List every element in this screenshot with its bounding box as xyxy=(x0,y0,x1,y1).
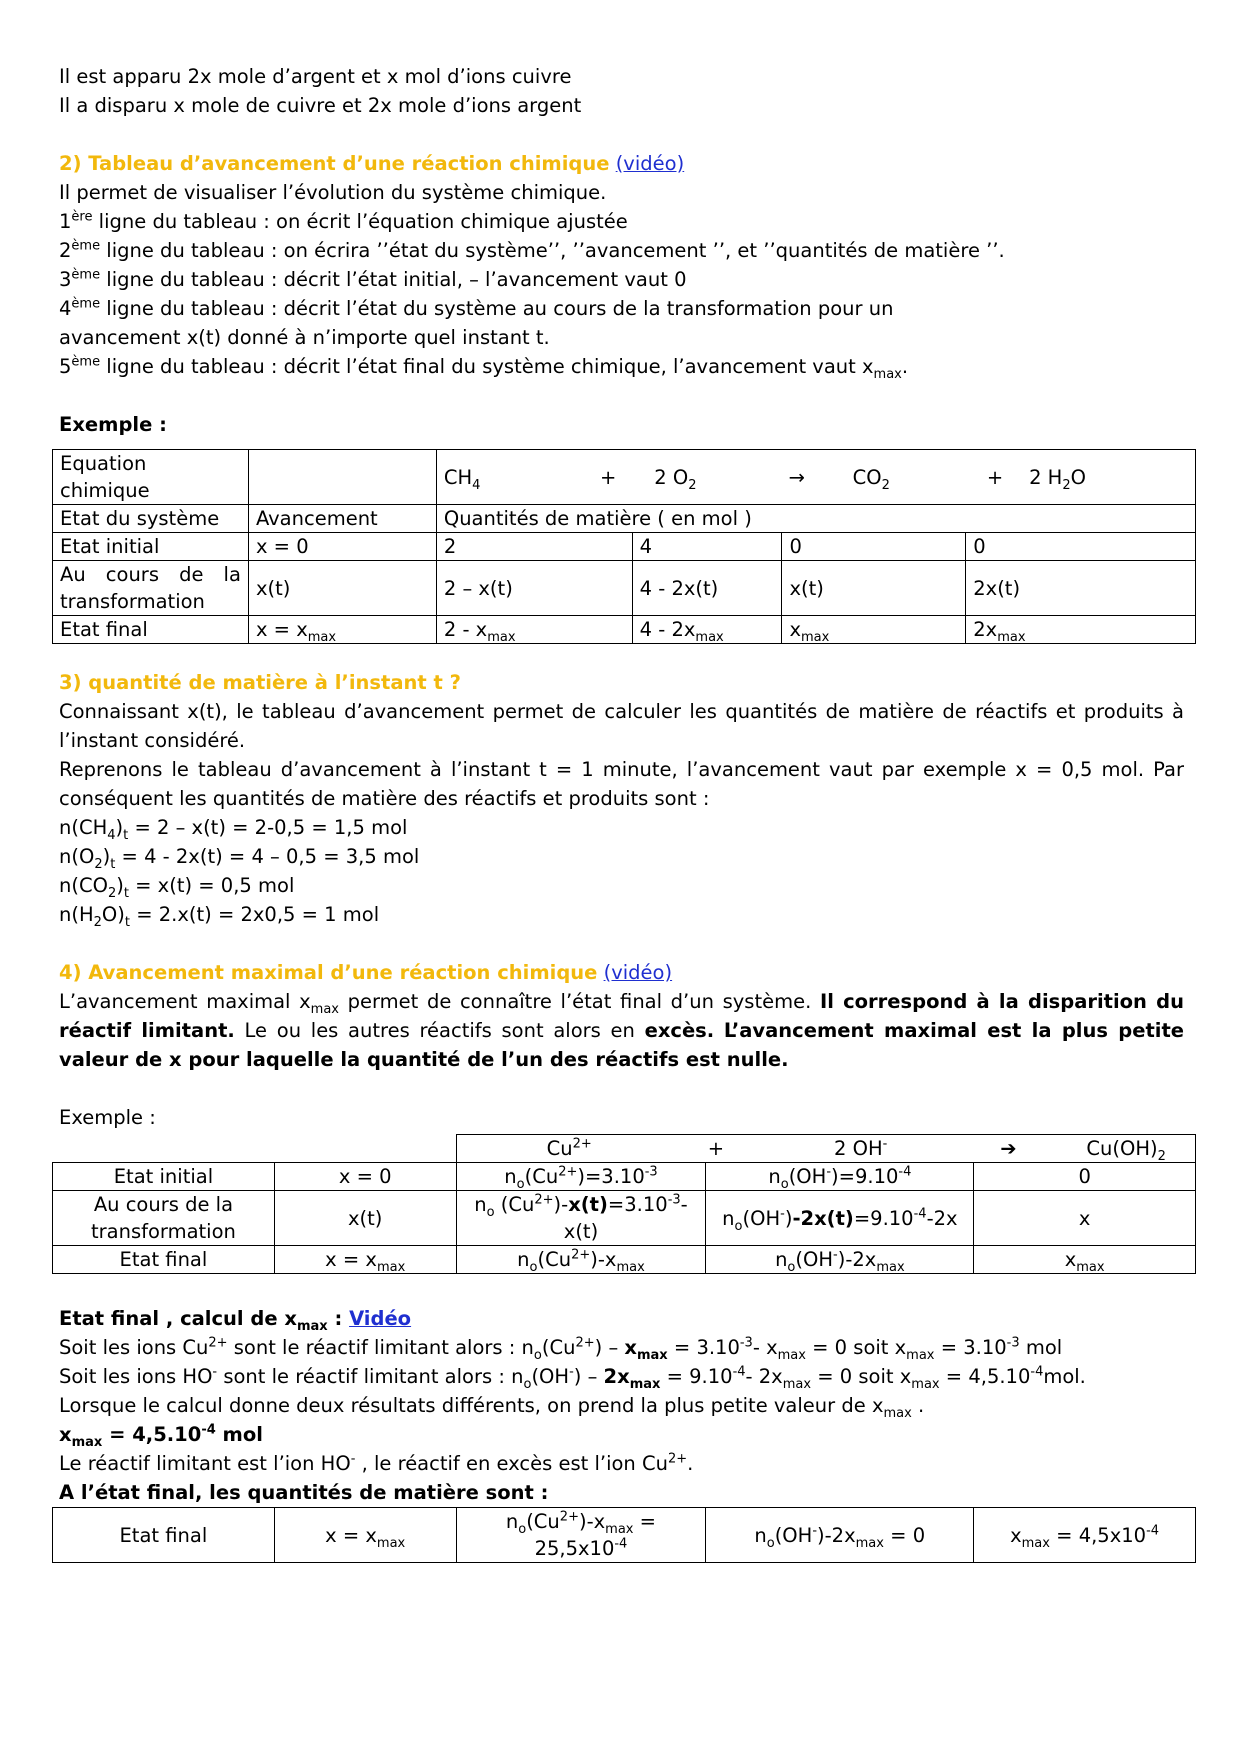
table-cell: $n_o(Cu^{2+})=3.10^{-3}$ xyxy=(456,1163,706,1191)
table-cell: Avancement xyxy=(248,505,436,533)
table-cell: $4 - 2x_{max}$ xyxy=(632,616,782,644)
table-cell: $n_o(OH^-)-2x_{max}$ xyxy=(706,1246,974,1274)
chemical-equation: $Cu^{2+} + 2$ OH- ➔ $Cu(OH)_2$ xyxy=(456,1135,1195,1163)
section-heading xyxy=(59,958,1184,987)
example-label: Exemple : xyxy=(59,1106,156,1129)
intro-line: Il est apparu 2x mole d’argent et x mol d’ions cuivre xyxy=(59,65,572,88)
table-cell xyxy=(53,1135,275,1163)
section-heading xyxy=(59,149,1184,178)
advancement-table-copper xyxy=(52,1134,1196,1274)
table-cell: 0 xyxy=(974,1163,1196,1191)
table-line-description: 5ème ligne du tableau : décrit l’état final du système chimique, l’avancement vaut $x_{max}$. xyxy=(59,354,909,382)
table-row xyxy=(53,450,1196,505)
table-cell: $2x_{max}$ xyxy=(966,616,1196,644)
table-row xyxy=(53,616,1196,644)
table-cell: 2 xyxy=(436,533,632,561)
chemical-equation: $CH_4 + 2$ $O_2 \to CO_2 + 2$ $H_2O$ xyxy=(436,450,1195,505)
table-cell: Au cours de la transformation xyxy=(53,1191,275,1246)
table-row xyxy=(53,1246,1196,1274)
table-cell: $n_o(OH^-)=9.10^{-4}$ xyxy=(706,1163,974,1191)
table-cell: Etat final xyxy=(53,1246,275,1274)
calculation-line: $n(O_2)_t = 4 - 2x(t) = 4 - 0,5 = 3,5$ mol xyxy=(59,845,420,872)
table-cell: $x = x_{max}$ xyxy=(274,1508,456,1563)
section-heading: Etat final , calcul de $x_{max}$ : Vidéo xyxy=(59,1307,412,1334)
table-line-description: 3ème ligne du tableau : décrit l’état initial, – l’avancement vaut 0 xyxy=(59,267,687,291)
table-cell: 0 xyxy=(782,533,966,561)
calculation-line: $n(H_2O)_t = 2.x(t) = 2x0,5 = 1$ mol xyxy=(59,903,380,930)
section-heading xyxy=(59,668,1184,697)
intro-line: Il a disparu x mole de cuivre et 2x mole d’ions argent xyxy=(59,94,582,117)
table-cell: x(t) xyxy=(782,561,966,616)
paragraph: Il permet de visualiser l’évolution du système chimique. xyxy=(59,181,607,204)
table-cell: Etat initial xyxy=(53,1163,275,1191)
table-cell: Au cours de la transformation xyxy=(53,561,249,616)
table-cell: $n_o(Cu^{2+})-x_{max}$ xyxy=(456,1246,706,1274)
video-link[interactable]: (vidéo) xyxy=(615,152,685,175)
calculation-line: Soit les ions HO- sont le réactif limitant alors : $n_o(OH^-) - 2x_{max} = 9.10^{-4}-$ $2x_{max} = 0$ soit $x_{max} = 4,5.10^{-4}mol$. xyxy=(59,1364,1086,1392)
table-cell: Etat final xyxy=(53,1508,275,1563)
table-cell: Equation chimique xyxy=(53,450,249,505)
table-cell: x(t) xyxy=(274,1191,456,1246)
result-line: $x_{max} = 4,5.10^{-4}$ mol xyxy=(59,1422,263,1450)
table-cell: $n_o(OH^-)-2x_{max} = 0$ xyxy=(706,1508,974,1563)
table-row xyxy=(53,533,1196,561)
table-cell: 4 - 2x(t) xyxy=(632,561,782,616)
table-cell: Quantités de matière ( en mol ) xyxy=(436,505,1195,533)
paragraph: L’avancement maximal $x_{max}$ permet de connaître l’état final d’un système. Il correspond à la disparition du réactif limitant. Le ou les autres réactifs sont alors en excès. L’avancement maximal est la plus petite valeur de x pour laquelle la quantité de l’un des réactifs est nulle. xyxy=(59,990,1185,1071)
table-row xyxy=(53,1508,1196,1563)
section-title: 4) Avancement maximal d’une réaction chimique xyxy=(59,961,598,984)
paragraph: Lorsque le calcul donne deux résultats différents, on prend la plus petite valeur de $x_{max}$ . xyxy=(59,1394,925,1421)
table-cell xyxy=(274,1135,456,1163)
table-row xyxy=(53,1135,1196,1163)
table-cell: $n_o(Cu^{2+})-x_{max} = 25,5x10^{-4}$ xyxy=(456,1508,706,1563)
example-label: Exemple : xyxy=(59,413,167,436)
table-line-description: avancement x(t) donné à n’importe quel instant t. xyxy=(59,326,550,349)
paragraph: Connaissant x(t), le tableau d’avancement permet de calculer les quantités de matière de réactifs et produits à l’instant considéré. xyxy=(59,700,1184,752)
table-cell: Etat du système xyxy=(53,505,249,533)
table-cell: 0 xyxy=(966,533,1196,561)
advancement-table-methane xyxy=(52,449,1196,644)
paragraph: Reprenons le tableau d’avancement à l’instant t = 1 minute, l’avancement vaut par exemple x = 0,5 mol. Par conséquent les quantités de matière des réactifs et produits sont : xyxy=(59,758,1184,810)
table-row xyxy=(53,1191,1196,1246)
table-row xyxy=(53,561,1196,616)
table-line-description: 2ème ligne du tableau : on écrira ’’état du système’’, ’’avancement ’’, et ’’quantités de matière ’’. xyxy=(59,238,1005,262)
table-cell: x = 0 xyxy=(248,533,436,561)
section-title: 2) Tableau d’avancement d’une réaction chimique xyxy=(59,152,610,175)
table-cell: x = 0 xyxy=(274,1163,456,1191)
table-cell: $x_{max}$ xyxy=(782,616,966,644)
table-cell: x(t) xyxy=(248,561,436,616)
video-link[interactable]: Vidéo xyxy=(349,1307,412,1330)
table-cell: $2 - x_{max}$ xyxy=(436,616,632,644)
calculation-line: $n(CH_4)_t = 2 - x(t) = 2-0,5 = 1,5$ mol xyxy=(59,816,408,843)
table-cell: 2 – x(t) xyxy=(436,561,632,616)
table-line-description: 4ème ligne du tableau : décrit l’état du système au cours de la transformation pour un xyxy=(59,296,894,320)
table-cell: $n_o$ $(Cu^{2+})-x(t)=3.10^{-3}-$ x(t) xyxy=(456,1191,706,1246)
table-line-description: 1ère ligne du tableau : on écrit l’équation chimique ajustée xyxy=(59,209,628,233)
document-page xyxy=(59,62,1184,1563)
table-row xyxy=(53,1163,1196,1191)
table-row xyxy=(53,505,1196,533)
paragraph: A l’état final, les quantités de matière sont : xyxy=(59,1481,549,1504)
table-cell: x xyxy=(974,1191,1196,1246)
table-cell: Etat initial xyxy=(53,533,249,561)
calculation-line: $n(CO_2)_t = x(t) = 0,5$ mol xyxy=(59,874,295,901)
table-cell: $x_{max}$ xyxy=(974,1246,1196,1274)
table-cell: $x_{max} = 4,5x10^{-4}$ xyxy=(974,1508,1196,1563)
table-cell: $x = x_{max}$ xyxy=(248,616,436,644)
section-title: 3) quantité de matière à l’instant t ? xyxy=(59,671,461,694)
table-cell: $n_o(OH^-)-2x(t)=9.10^{-4}-2x$ xyxy=(706,1191,974,1246)
table-cell: 4 xyxy=(632,533,782,561)
video-link[interactable]: (vidéo) xyxy=(603,961,673,984)
table-cell: 2x(t) xyxy=(966,561,1196,616)
table-cell xyxy=(248,450,436,505)
table-cell: Etat final xyxy=(53,616,249,644)
calculation-line: Soit les ions $Cu^{2+}$ sont le réactif limitant alors : $n_o(Cu^{2+}) - x_{max} = 3.10^{-3}-$ $x_{max} = 0$ soit $x_{max} = 3.10^{-3}$ mol xyxy=(59,1335,1063,1363)
paragraph: Le réactif limitant est l’ion HO- , le réactif en excès est l’ion $Cu^{2+}$. xyxy=(59,1451,694,1475)
final-state-table xyxy=(52,1507,1196,1563)
table-cell: $x = x_{max}$ xyxy=(274,1246,456,1274)
